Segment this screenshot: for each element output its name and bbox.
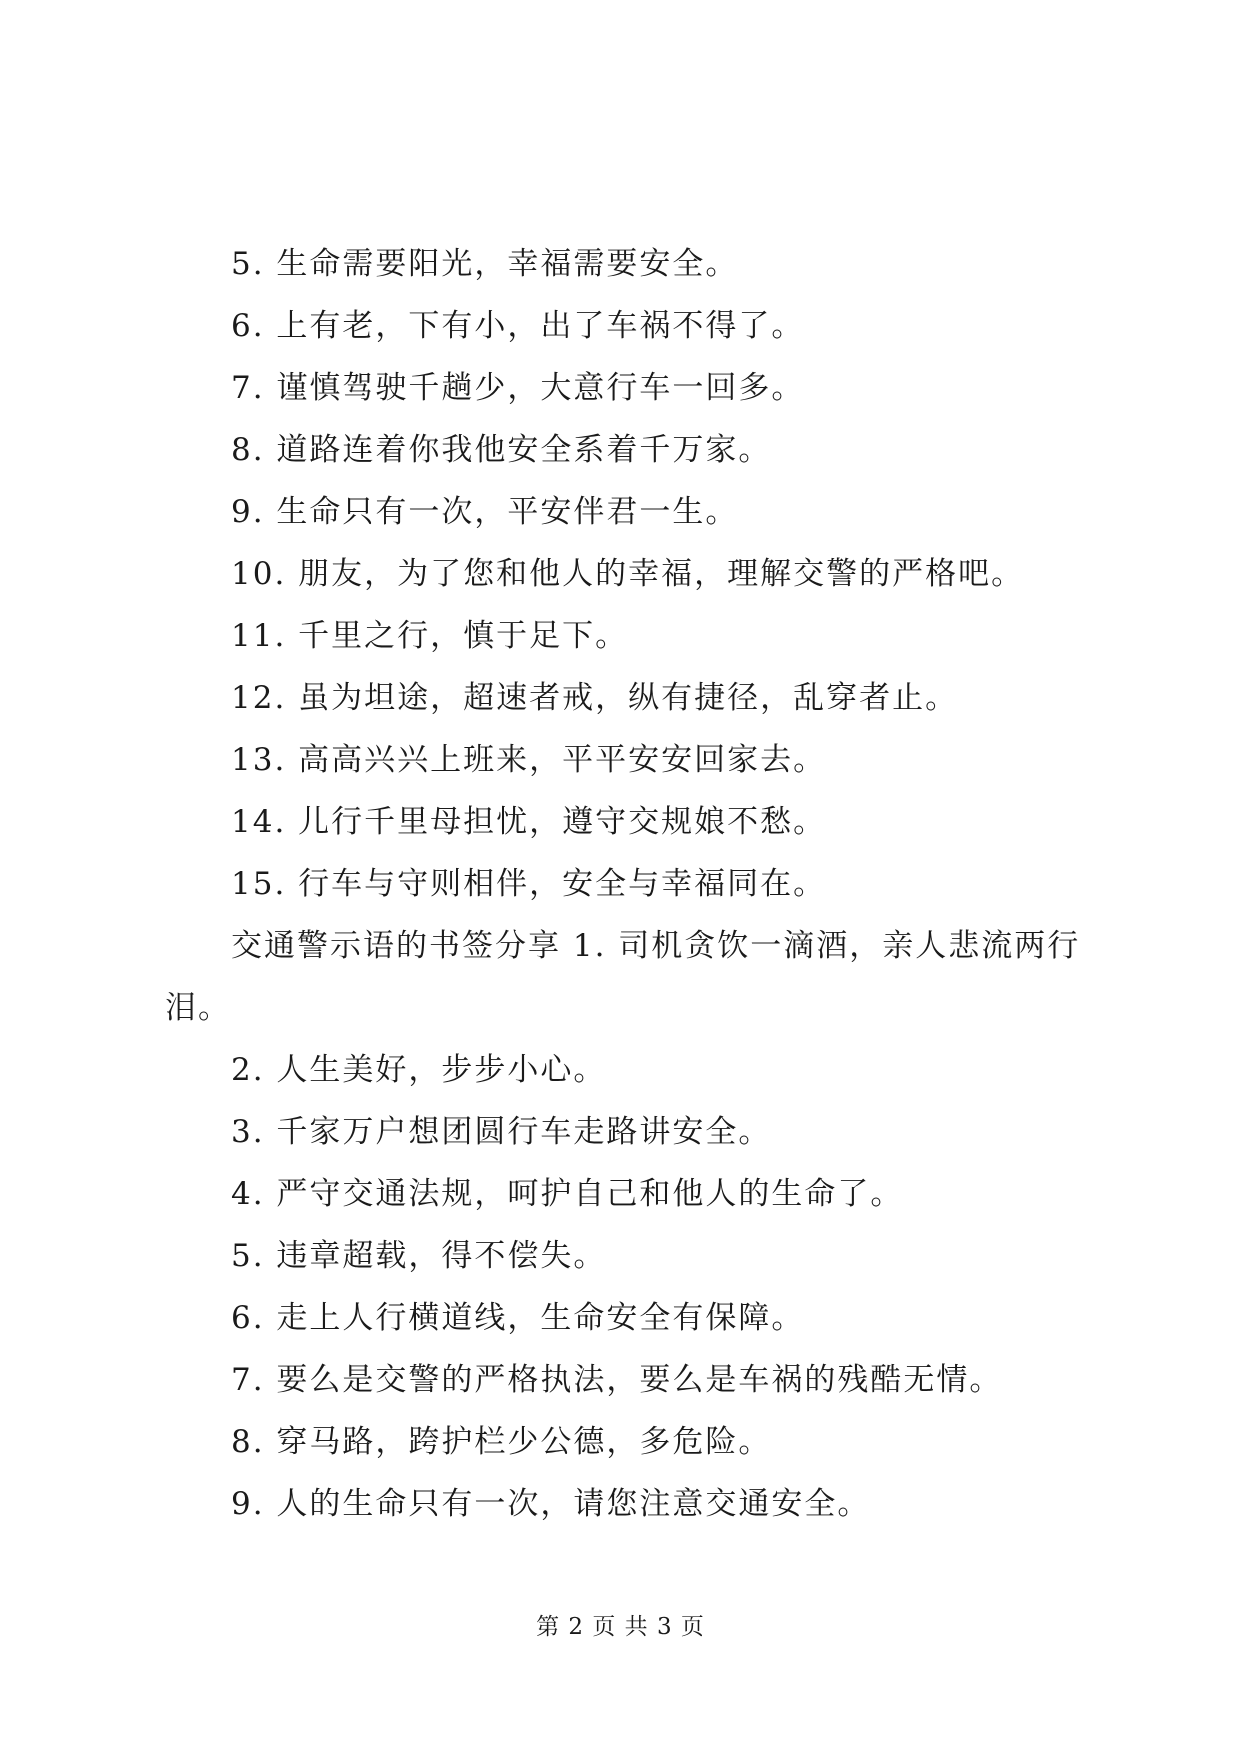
list-item: 11. 千里之行，慎于足下。 (231, 618, 629, 654)
list-item: 3. 千家万户想团圆行车走路讲安全。 (231, 1114, 772, 1150)
list-item: 8. 道路连着你我他安全系着千万家。 (231, 432, 772, 468)
list-item: 15. 行车与守则相伴，安全与幸福同在。 (231, 866, 827, 902)
document-body (165, 233, 1085, 1535)
list-item: 14. 儿行千里母担忧，遵守交规娘不愁。 (231, 804, 827, 840)
list-item: 4. 严守交通法规，呵护自己和他人的生命了。 (231, 1176, 904, 1212)
section-paragraph: 交通警示语的书签分享 1. 司机贪饮一滴酒，亲人悲流两行泪。 (165, 928, 1081, 1026)
list-item: 6. 上有老，下有小，出了车祸不得了。 (231, 308, 805, 344)
list-item: 10. 朋友，为了您和他人的幸福，理解交警的严格吧。 (231, 556, 1025, 592)
list-item: 12. 虽为坦途，超速者戒，纵有捷径，乱穿者止。 (231, 680, 959, 716)
page-number-footer: 第 2 页 共 3 页 (536, 1614, 705, 1640)
list-item: 2. 人生美好，步步小心。 (231, 1052, 607, 1088)
list-item: 7. 谨慎驾驶千趟少，大意行车一回多。 (231, 370, 805, 406)
list-item: 5. 违章超载，得不偿失。 (231, 1238, 607, 1274)
list-item: 13. 高高兴兴上班来，平平安安回家去。 (231, 742, 827, 778)
list-item: 9. 生命只有一次，平安伴君一生。 (231, 494, 739, 530)
list-item: 8. 穿马路，跨护栏少公德，多危险。 (231, 1424, 772, 1460)
list-item: 6. 走上人行横道线，生命安全有保障。 (231, 1300, 805, 1336)
list-item: 7. 要么是交警的严格执法，要么是车祸的残酷无情。 (231, 1362, 1003, 1398)
list-item: 9. 人的生命只有一次，请您注意交通安全。 (231, 1486, 871, 1522)
list-item: 5. 生命需要阳光，幸福需要安全。 (231, 246, 739, 282)
